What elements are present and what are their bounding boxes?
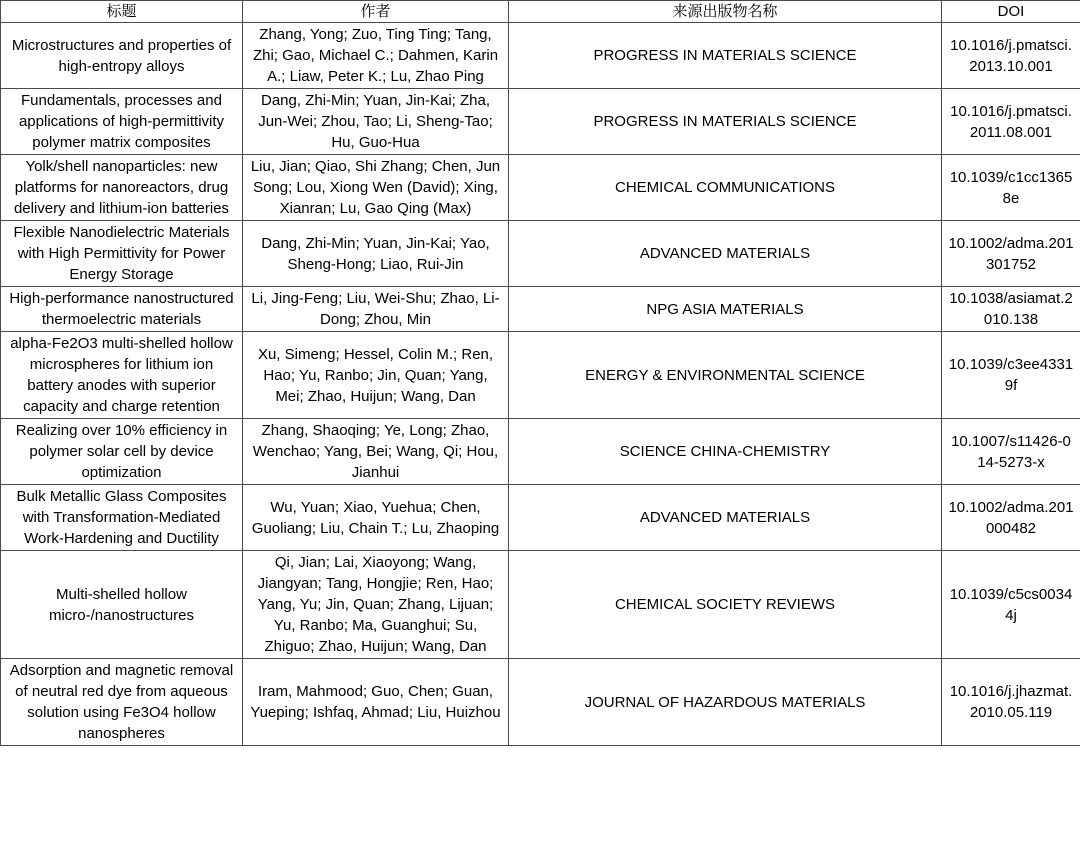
cell-doi: 10.1007/s11426-014-5273-x <box>942 419 1080 485</box>
cell-source: NPG ASIA MATERIALS <box>509 287 942 332</box>
cell-authors: Iram, Mahmood; Guo, Chen; Guan, Yueping; Ishfaq, Ahmad; Liu, Huizhou <box>243 659 509 746</box>
table-body <box>1 23 1080 746</box>
table-row <box>1 485 1080 551</box>
table-row <box>1 287 1080 332</box>
table-row <box>1 221 1080 287</box>
table-row <box>1 659 1080 746</box>
cell-authors: Zhang, Shaoqing; Ye, Long; Zhao, Wenchao; Yang, Bei; Wang, Qi; Hou, Jianhui <box>243 419 509 485</box>
cell-doi: 10.1016/j.pmatsci.2013.10.001 <box>942 23 1080 89</box>
table-row <box>1 23 1080 89</box>
cell-authors: Dang, Zhi-Min; Yuan, Jin-Kai; Yao, Sheng-Hong; Liao, Rui-Jin <box>243 221 509 287</box>
table-row <box>1 155 1080 221</box>
cell-doi: 10.1039/c3ee43319f <box>942 332 1080 419</box>
cell-authors: Xu, Simeng; Hessel, Colin M.; Ren, Hao; Yu, Ranbo; Jin, Quan; Yang, Mei; Zhao, Huijun; Wang, Dan <box>243 332 509 419</box>
cell-title: Fundamentals, processes and applications of high-permittivity polymer matrix composites <box>1 89 243 155</box>
cell-authors: Qi, Jian; Lai, Xiaoyong; Wang, Jiangyan; Tang, Hongjie; Ren, Hao; Yang, Yu; Jin, Quan; Zhang, Lijuan; Yu, Ranbo; Ma, Guanghui; Su, Zhiguo; Zhao, Huijun; Wang, Dan <box>243 551 509 659</box>
cell-source: JOURNAL OF HAZARDOUS MATERIALS <box>509 659 942 746</box>
cell-title: Flexible Nanodielectric Materials with High Permittivity for Power Energy Storage <box>1 221 243 287</box>
cell-doi: 10.1038/asiamat.2010.138 <box>942 287 1080 332</box>
cell-doi: 10.1002/adma.201301752 <box>942 221 1080 287</box>
table-row <box>1 89 1080 155</box>
table-row <box>1 551 1080 659</box>
column-header-title: 标题 <box>1 1 243 23</box>
cell-source: ENERGY & ENVIRONMENTAL SCIENCE <box>509 332 942 419</box>
cell-authors: Zhang, Yong; Zuo, Ting Ting; Tang, Zhi; Gao, Michael C.; Dahmen, Karin A.; Liaw, Peter K.; Lu, Zhao Ping <box>243 23 509 89</box>
header-row <box>1 1 1080 23</box>
cell-doi: 10.1039/c1cc13658e <box>942 155 1080 221</box>
cell-source: CHEMICAL SOCIETY REVIEWS <box>509 551 942 659</box>
cell-authors: Wu, Yuan; Xiao, Yuehua; Chen, Guoliang; Liu, Chain T.; Lu, Zhaoping <box>243 485 509 551</box>
cell-authors: Li, Jing-Feng; Liu, Wei-Shu; Zhao, Li-Dong; Zhou, Min <box>243 287 509 332</box>
table-row <box>1 419 1080 485</box>
cell-source: PROGRESS IN MATERIALS SCIENCE <box>509 23 942 89</box>
cell-title: High-performance nanostructured thermoelectric materials <box>1 287 243 332</box>
cell-source: CHEMICAL COMMUNICATIONS <box>509 155 942 221</box>
cell-doi: 10.1039/c5cs00344j <box>942 551 1080 659</box>
cell-source: ADVANCED MATERIALS <box>509 485 942 551</box>
cell-title: Bulk Metallic Glass Composites with Transformation-Mediated Work-Hardening and Ductility <box>1 485 243 551</box>
cell-title: Yolk/shell nanoparticles: new platforms for nanoreactors, drug delivery and lithium-ion batteries <box>1 155 243 221</box>
table-row <box>1 332 1080 419</box>
cell-title: Adsorption and magnetic removal of neutral red dye from aqueous solution using Fe3O4 hollow nanospheres <box>1 659 243 746</box>
cell-title: alpha-Fe2O3 multi-shelled hollow microspheres for lithium ion battery anodes with superior capacity and charge retention <box>1 332 243 419</box>
cell-doi: 10.1016/j.pmatsci.2011.08.001 <box>942 89 1080 155</box>
column-header-doi: DOI <box>942 1 1080 23</box>
cell-title: Microstructures and properties of high-entropy alloys <box>1 23 243 89</box>
cell-doi: 10.1002/adma.201000482 <box>942 485 1080 551</box>
cell-authors: Liu, Jian; Qiao, Shi Zhang; Chen, Jun Song; Lou, Xiong Wen (David); Xing, Xianran; Lu, Gao Qing (Max) <box>243 155 509 221</box>
column-header-authors: 作者 <box>243 1 509 23</box>
cell-authors: Dang, Zhi-Min; Yuan, Jin-Kai; Zha, Jun-Wei; Zhou, Tao; Li, Sheng-Tao; Hu, Guo-Hua <box>243 89 509 155</box>
cell-source: SCIENCE CHINA-CHEMISTRY <box>509 419 942 485</box>
cell-source: ADVANCED MATERIALS <box>509 221 942 287</box>
cell-title: Realizing over 10% efficiency in polymer solar cell by device optimization <box>1 419 243 485</box>
cell-doi: 10.1016/j.jhazmat.2010.05.119 <box>942 659 1080 746</box>
cell-title: Multi-shelled hollow micro-/nanostructures <box>1 551 243 659</box>
column-header-source: 来源出版物名称 <box>509 1 942 23</box>
cell-source: PROGRESS IN MATERIALS SCIENCE <box>509 89 942 155</box>
